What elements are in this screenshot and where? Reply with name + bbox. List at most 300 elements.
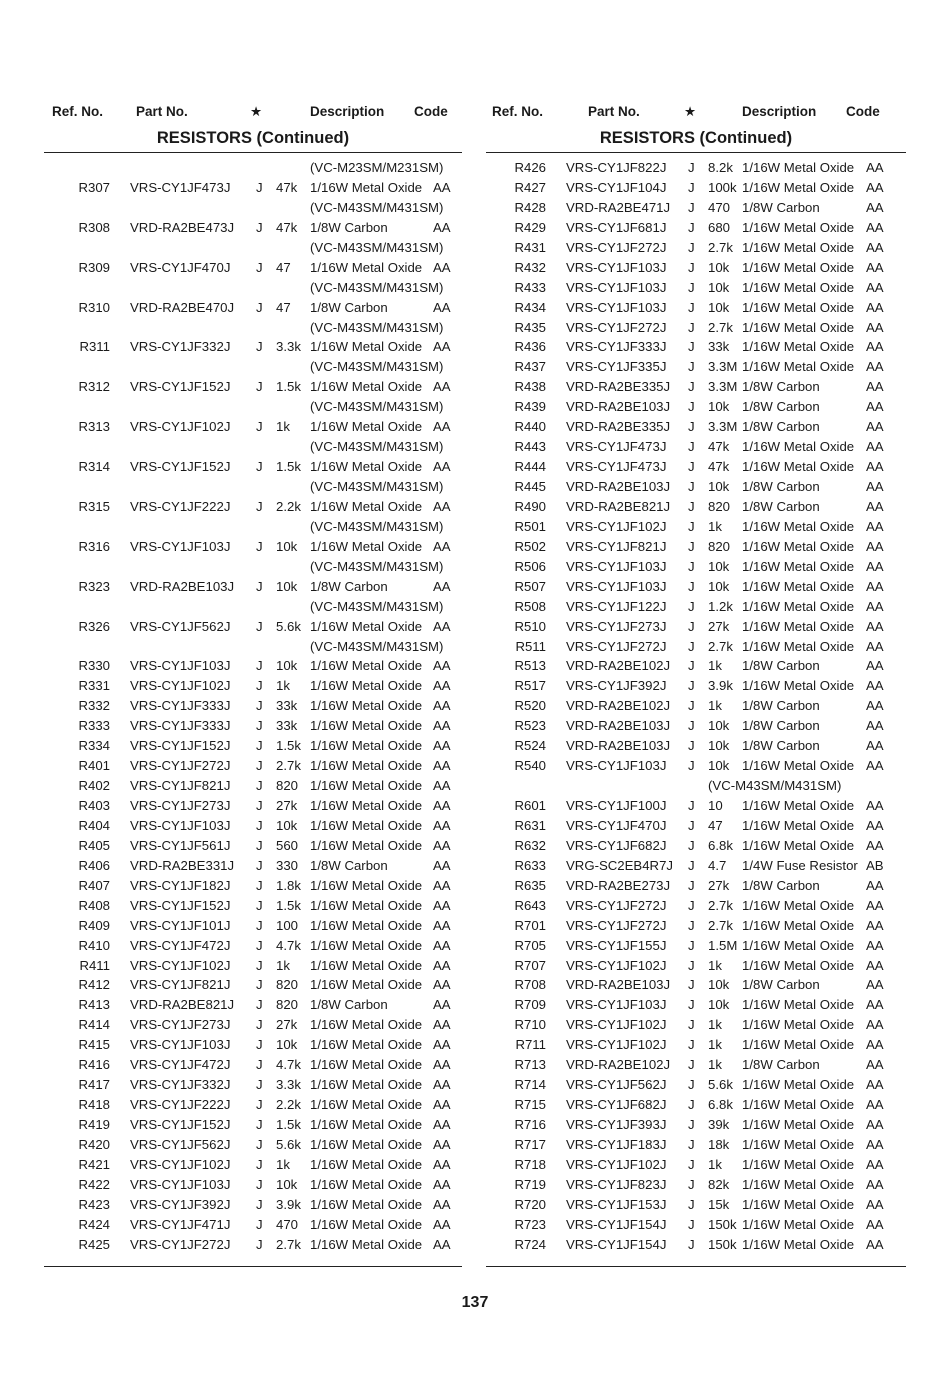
table-row bbox=[486, 1115, 906, 1135]
cell-desc: (VC-M23SM/M231SM) bbox=[310, 160, 444, 175]
cell-desc: 1/16W Metal Oxide bbox=[310, 738, 423, 754]
cell-part: VRS-CY1JF153J bbox=[566, 1196, 667, 1212]
cell-val: 1k bbox=[276, 678, 290, 694]
cell-desc: 1/16W Metal Oxide bbox=[310, 837, 423, 853]
cell-part: VRS-CY1JF471J bbox=[130, 1216, 231, 1232]
cell-desc: (VC-M43SM/M431SM) bbox=[310, 359, 444, 375]
cell-j: J bbox=[688, 1176, 695, 1192]
cell-desc: (VC-M43SM/M431SM) bbox=[310, 598, 444, 614]
cell-val: 470 bbox=[708, 199, 731, 215]
cell-code: AA bbox=[866, 160, 884, 175]
cell-desc: (VC-M43SM/M431SM) bbox=[310, 279, 444, 295]
cell-part: VRS-CY1JF102J bbox=[566, 1017, 667, 1033]
cell-ref: R310 bbox=[78, 299, 110, 315]
cell-ref: R710 bbox=[514, 1017, 546, 1033]
cell-desc: 1/16W Metal Oxide bbox=[310, 778, 423, 794]
cell-val: 1k bbox=[276, 1156, 290, 1172]
table-row bbox=[486, 178, 906, 198]
cell-val: 2.7k bbox=[708, 319, 733, 335]
table-row bbox=[44, 477, 462, 497]
cell-code: AA bbox=[433, 339, 451, 355]
cell-val: 82k bbox=[708, 1176, 730, 1192]
cell-j: J bbox=[688, 339, 695, 355]
cell-code: AA bbox=[433, 1216, 451, 1232]
cell-val: 1.2k bbox=[708, 598, 733, 614]
cell-desc: 1/16W Metal Oxide bbox=[742, 1037, 855, 1053]
cell-desc: 1/16W Metal Oxide bbox=[742, 1136, 855, 1152]
table-row bbox=[44, 1035, 462, 1055]
cell-j: J bbox=[688, 1097, 695, 1113]
cell-val: 820 bbox=[276, 778, 299, 794]
cell-part: VRD-RA2BE821J bbox=[130, 997, 235, 1013]
cell-code: AA bbox=[866, 977, 884, 993]
cell-desc: 1/16W Metal Oxide bbox=[742, 897, 855, 913]
cell-ref: R438 bbox=[514, 379, 546, 395]
cell-part: VRS-CY1JF152J bbox=[130, 379, 231, 395]
cell-j: J bbox=[256, 778, 263, 794]
cell-part: VRS-CY1JF272J bbox=[566, 638, 667, 654]
table-row bbox=[486, 1095, 906, 1115]
cell-ref: R705 bbox=[514, 937, 546, 953]
table-row bbox=[44, 796, 462, 816]
cell-code: AA bbox=[433, 957, 451, 973]
table-row bbox=[44, 975, 462, 995]
table-row bbox=[486, 1015, 906, 1035]
cell-j: J bbox=[256, 538, 263, 554]
cell-desc: 1/16W Metal Oxide bbox=[310, 1077, 423, 1093]
cell-val: 10k bbox=[708, 977, 730, 993]
cell-j: J bbox=[688, 718, 695, 734]
cell-j: J bbox=[256, 259, 263, 275]
cell-part: VRS-CY1JF103J bbox=[566, 279, 667, 295]
cell-ref: R540 bbox=[514, 758, 546, 774]
cell-part: VRS-CY1JF102J bbox=[566, 1037, 667, 1053]
cell-val: 2.7k bbox=[708, 917, 733, 933]
cell-j: J bbox=[688, 798, 695, 813]
cell-j: J bbox=[688, 678, 695, 694]
cell-part: VRS-CY1JF273J bbox=[566, 618, 667, 634]
cell-val: 33k bbox=[708, 339, 730, 355]
cell-val: 150k bbox=[708, 1236, 737, 1252]
cell-j: J bbox=[256, 977, 263, 993]
cell-part: VRS-CY1JF821J bbox=[566, 538, 667, 554]
cell-code: AA bbox=[866, 1077, 884, 1093]
cell-part: VRS-CY1JF182J bbox=[130, 877, 231, 893]
cell-j: J bbox=[688, 1216, 695, 1232]
cell-j: J bbox=[688, 758, 695, 774]
cell-j: J bbox=[688, 419, 695, 435]
cell-desc: 1/16W Metal Oxide bbox=[742, 239, 855, 255]
cell-code: AA bbox=[433, 997, 451, 1013]
cell-part: VRS-CY1JF562J bbox=[566, 1077, 667, 1093]
cell-part: VRD-RA2BE103J bbox=[566, 479, 671, 494]
table-row bbox=[44, 178, 462, 198]
cell-ref: R715 bbox=[514, 1097, 546, 1113]
cell-code: AA bbox=[433, 738, 451, 754]
cell-ref: R440 bbox=[514, 419, 546, 435]
cell-code: AA bbox=[433, 1097, 451, 1113]
cell-code: AA bbox=[866, 459, 884, 475]
cell-part: VRS-CY1JF682J bbox=[566, 837, 667, 853]
cell-part: VRS-CY1JF102J bbox=[130, 678, 231, 694]
cell-desc: 1/16W Metal Oxide bbox=[742, 1017, 855, 1033]
cell-val: 820 bbox=[708, 538, 731, 554]
cell-ref: R434 bbox=[514, 299, 546, 315]
cell-desc: 1/16W Metal Oxide bbox=[310, 977, 423, 993]
cell-code: AA bbox=[433, 1236, 451, 1252]
cell-val: 47k bbox=[708, 459, 730, 475]
cell-val: 1k bbox=[708, 658, 722, 674]
table-row bbox=[44, 656, 462, 676]
cell-ref: R631 bbox=[514, 817, 546, 833]
cell-ref: R401 bbox=[78, 758, 110, 774]
table-row bbox=[486, 158, 906, 178]
cell-part: VRS-CY1JF335J bbox=[566, 359, 667, 375]
cell-ref: R313 bbox=[78, 419, 110, 435]
cell-part: VRS-CY1JF333J bbox=[566, 339, 667, 355]
cell-part: VRS-CY1JF152J bbox=[130, 897, 231, 913]
cell-j: J bbox=[688, 1156, 695, 1172]
cell-code: AA bbox=[866, 439, 884, 455]
cell-val: 2.7k bbox=[276, 758, 301, 774]
table-row bbox=[44, 936, 462, 956]
cell-j: J bbox=[688, 817, 695, 833]
cell-desc: 1/16W Metal Oxide bbox=[742, 1117, 855, 1132]
cell-val: (VC-M43SM/M431SM) bbox=[708, 778, 842, 794]
cell-j: J bbox=[256, 1176, 263, 1192]
table-row bbox=[486, 1195, 906, 1215]
cell-desc: 1/16W Metal Oxide bbox=[742, 1077, 855, 1093]
cell-ref: R404 bbox=[78, 817, 110, 833]
table-row bbox=[486, 637, 906, 657]
cell-ref: R413 bbox=[78, 997, 110, 1013]
cell-code: AA bbox=[866, 997, 884, 1013]
cell-desc: 1/16W Metal Oxide bbox=[742, 997, 855, 1013]
cell-code: AA bbox=[866, 718, 884, 734]
cell-part: VRD-RA2BE102J bbox=[566, 698, 671, 714]
cell-j: J bbox=[256, 837, 263, 853]
cell-j: J bbox=[688, 1077, 695, 1093]
cell-ref: R524 bbox=[514, 738, 546, 754]
cell-val: 47k bbox=[276, 179, 298, 195]
cell-ref: R490 bbox=[514, 498, 546, 514]
cell-code: AA bbox=[433, 977, 451, 993]
cell-desc: (VC-M43SM/M431SM) bbox=[310, 319, 444, 335]
cell-code: AA bbox=[866, 339, 884, 355]
cell-code: AA bbox=[866, 1236, 884, 1252]
cell-part: VRS-CY1JF103J bbox=[130, 1176, 231, 1192]
cell-code: AA bbox=[433, 379, 451, 395]
cell-code: AA bbox=[433, 817, 451, 833]
cell-code: AA bbox=[433, 778, 451, 794]
cell-j: J bbox=[256, 219, 263, 235]
cell-val: 6.8k bbox=[708, 837, 733, 853]
table-row bbox=[44, 676, 462, 696]
cell-code: AA bbox=[866, 359, 884, 375]
cell-desc: 1/16W Metal Oxide bbox=[310, 1037, 423, 1053]
cell-val: 47 bbox=[276, 299, 291, 315]
cell-code: AA bbox=[866, 1216, 884, 1232]
table-row bbox=[44, 357, 462, 377]
cell-desc: 1/16W Metal Oxide bbox=[742, 259, 855, 275]
cell-code: AA bbox=[866, 179, 884, 195]
cell-ref: R716 bbox=[514, 1117, 546, 1132]
table-row bbox=[486, 278, 906, 298]
cell-part: VRS-CY1JF273J bbox=[130, 1017, 231, 1033]
cell-desc: 1/16W Metal Oxide bbox=[742, 538, 855, 554]
table-row bbox=[486, 1075, 906, 1095]
cell-val: 820 bbox=[276, 997, 299, 1013]
cell-val: 2.7k bbox=[708, 897, 733, 913]
cell-desc: 1/16W Metal Oxide bbox=[742, 558, 855, 574]
cell-desc: 1/8W Carbon bbox=[742, 698, 820, 714]
cell-ref: R720 bbox=[514, 1196, 546, 1212]
table-row bbox=[44, 557, 462, 577]
cell-desc: 1/8W Carbon bbox=[310, 219, 388, 235]
cell-val: 6.8k bbox=[708, 1097, 733, 1113]
cell-val: 1k bbox=[708, 518, 722, 534]
cell-j: J bbox=[688, 239, 695, 255]
cell-ref: R309 bbox=[78, 259, 110, 275]
cell-val: 10k bbox=[708, 399, 730, 415]
cell-part: VRS-CY1JF102J bbox=[130, 957, 231, 973]
cell-desc: (VC-M43SM/M431SM) bbox=[310, 239, 444, 255]
cell-val: 820 bbox=[708, 498, 731, 514]
cell-part: VRS-CY1JF103J bbox=[566, 997, 667, 1013]
cell-val: 3.3k bbox=[276, 339, 301, 355]
cell-j: J bbox=[688, 1236, 695, 1252]
cell-part: VRD-RA2BE473J bbox=[130, 219, 235, 235]
cell-ref: R708 bbox=[514, 977, 546, 993]
cell-desc: 1/4W Fuse Resistor bbox=[742, 857, 858, 873]
cell-desc: 1/16W Metal Oxide bbox=[310, 339, 423, 355]
table-row bbox=[486, 816, 906, 836]
cell-val: 4.7k bbox=[276, 1057, 301, 1073]
cell-j: J bbox=[256, 997, 263, 1013]
table-row bbox=[44, 876, 462, 896]
table-row bbox=[44, 896, 462, 916]
cell-j: J bbox=[688, 618, 695, 634]
cell-ref: R643 bbox=[514, 897, 546, 913]
cell-desc: 1/16W Metal Oxide bbox=[310, 179, 423, 195]
cell-val: 10k bbox=[708, 738, 730, 754]
cell-code: AA bbox=[866, 578, 884, 594]
cell-ref: R409 bbox=[78, 917, 110, 933]
table-row bbox=[486, 557, 906, 577]
cell-j: J bbox=[688, 937, 695, 953]
cell-desc: 1/16W Metal Oxide bbox=[742, 160, 855, 175]
cell-j: J bbox=[256, 957, 263, 973]
cell-val: 1.5k bbox=[276, 459, 301, 475]
cell-part: VRS-CY1JF103J bbox=[566, 558, 667, 574]
table-row bbox=[486, 357, 906, 377]
table-row bbox=[44, 158, 462, 178]
cell-part: VRS-CY1JF473J bbox=[566, 439, 667, 455]
cell-j: J bbox=[256, 379, 263, 395]
cell-ref: R307 bbox=[78, 179, 110, 195]
cell-val: 1.5k bbox=[276, 379, 301, 395]
cell-code: AA bbox=[866, 239, 884, 255]
cell-j: J bbox=[688, 1017, 695, 1033]
cell-ref: R415 bbox=[78, 1037, 110, 1053]
cell-ref: R714 bbox=[514, 1077, 546, 1093]
cell-j: J bbox=[688, 598, 695, 614]
cell-ref: R443 bbox=[514, 439, 546, 455]
table-row bbox=[486, 736, 906, 756]
cell-j: J bbox=[256, 1037, 263, 1053]
cell-desc: 1/16W Metal Oxide bbox=[742, 957, 855, 973]
header-star-icon: ★ bbox=[250, 104, 263, 119]
cell-val: 10k bbox=[708, 758, 730, 774]
cell-ref: R416 bbox=[78, 1057, 110, 1073]
table-row bbox=[486, 916, 906, 936]
cell-part: VRS-CY1JF272J bbox=[130, 1236, 231, 1252]
cell-j: J bbox=[256, 179, 263, 195]
cell-ref: R406 bbox=[78, 857, 110, 873]
cell-desc: 1/16W Metal Oxide bbox=[742, 279, 855, 295]
cell-code: AA bbox=[433, 877, 451, 893]
cell-ref: R433 bbox=[514, 279, 546, 295]
cell-val: 470 bbox=[276, 1216, 299, 1232]
cell-desc: 1/8W Carbon bbox=[742, 199, 820, 215]
cell-desc: 1/8W Carbon bbox=[742, 1057, 820, 1073]
table-row bbox=[44, 1175, 462, 1195]
cell-ref: R517 bbox=[514, 678, 546, 694]
table-row bbox=[44, 298, 462, 318]
cell-ref: R445 bbox=[514, 479, 546, 494]
cell-val: 10k bbox=[708, 259, 730, 275]
cell-part: VRS-CY1JF155J bbox=[566, 937, 667, 953]
cell-j: J bbox=[688, 379, 695, 395]
cell-desc: 1/16W Metal Oxide bbox=[310, 379, 423, 395]
cell-j: J bbox=[688, 578, 695, 594]
table-row bbox=[486, 716, 906, 736]
cell-j: J bbox=[688, 439, 695, 455]
cell-part: VRS-CY1JF272J bbox=[130, 758, 231, 774]
cell-val: 560 bbox=[276, 837, 299, 853]
cell-code: AA bbox=[866, 419, 884, 435]
cell-val: 1k bbox=[276, 957, 290, 973]
cell-part: VRS-CY1JF102J bbox=[566, 1156, 667, 1172]
cell-ref: R316 bbox=[78, 538, 110, 554]
cell-ref: R511 bbox=[515, 638, 546, 654]
cell-code: AA bbox=[433, 459, 451, 475]
cell-val: 10k bbox=[708, 558, 730, 574]
cell-desc: 1/16W Metal Oxide bbox=[310, 1196, 423, 1212]
cell-j: J bbox=[256, 698, 263, 714]
cell-j: J bbox=[256, 1196, 263, 1212]
cell-val: 1.5k bbox=[276, 1117, 301, 1132]
cell-val: 10k bbox=[708, 997, 730, 1013]
cell-code: AA bbox=[866, 897, 884, 913]
cell-val: 2.7k bbox=[708, 638, 733, 654]
cell-j: J bbox=[256, 678, 263, 694]
cell-part: VRS-CY1JF562J bbox=[130, 618, 231, 634]
cell-j: J bbox=[688, 219, 695, 235]
cell-ref: R601 bbox=[514, 798, 546, 813]
table-row bbox=[486, 238, 906, 258]
cell-code: AA bbox=[433, 538, 451, 554]
cell-part: VRS-CY1JF823J bbox=[566, 1176, 667, 1192]
cell-val: 5.6k bbox=[708, 1077, 733, 1093]
parts-column-right bbox=[486, 104, 906, 1255]
cell-desc: 1/16W Metal Oxide bbox=[310, 1236, 423, 1252]
cell-val: 5.6k bbox=[276, 618, 301, 634]
cell-desc: 1/8W Carbon bbox=[310, 578, 388, 594]
cell-code: AA bbox=[866, 219, 884, 235]
cell-part: VRS-CY1JF272J bbox=[566, 319, 667, 335]
cell-desc: 1/16W Metal Oxide bbox=[310, 798, 423, 813]
cell-part: VRS-CY1JF332J bbox=[130, 1077, 231, 1093]
cell-ref: R437 bbox=[514, 359, 546, 375]
cell-part: VRS-CY1JF103J bbox=[130, 817, 231, 833]
cell-code: AA bbox=[433, 1017, 451, 1033]
cell-j: J bbox=[688, 518, 695, 534]
cell-code: AA bbox=[433, 1156, 451, 1172]
cell-val: 680 bbox=[708, 219, 731, 235]
cell-j: J bbox=[688, 638, 695, 654]
cell-code: AA bbox=[433, 179, 451, 195]
cell-part: VRD-RA2BE103J bbox=[566, 977, 671, 993]
table-row bbox=[44, 856, 462, 876]
cell-part: VRS-CY1JF154J bbox=[566, 1216, 667, 1232]
cell-j: J bbox=[256, 758, 263, 774]
section-title: RESISTORS (Continued) bbox=[486, 126, 906, 153]
cell-desc: 1/8W Carbon bbox=[742, 738, 820, 754]
cell-val: 150k bbox=[708, 1216, 737, 1232]
cell-val: 10k bbox=[708, 299, 730, 315]
table-row bbox=[486, 1135, 906, 1155]
cell-desc: 1/16W Metal Oxide bbox=[742, 638, 855, 654]
cell-j: J bbox=[688, 957, 695, 973]
table-row bbox=[44, 238, 462, 258]
cell-j: J bbox=[256, 498, 263, 514]
cell-part: VRS-CY1JF393J bbox=[566, 1117, 667, 1132]
table-row bbox=[486, 1155, 906, 1175]
cell-ref: R331 bbox=[78, 678, 110, 694]
table-row bbox=[486, 1235, 906, 1255]
cell-part: VRD-RA2BE273J bbox=[566, 877, 671, 893]
cell-j: J bbox=[256, 578, 263, 594]
table-row bbox=[486, 597, 906, 617]
cell-j: J bbox=[256, 897, 263, 913]
cell-j: J bbox=[688, 459, 695, 475]
cell-val: 33k bbox=[276, 698, 298, 714]
cell-desc: 1/16W Metal Oxide bbox=[310, 1216, 423, 1232]
cell-code: AA bbox=[866, 798, 884, 813]
bottom-rule-right bbox=[486, 1266, 906, 1267]
table-row bbox=[486, 896, 906, 916]
cell-code: AA bbox=[866, 1037, 884, 1053]
cell-ref: R315 bbox=[78, 498, 110, 514]
cell-val: 47k bbox=[708, 439, 730, 455]
table-row bbox=[486, 1175, 906, 1195]
table-row bbox=[486, 876, 906, 896]
cell-code: AA bbox=[866, 658, 884, 674]
table-row bbox=[486, 1055, 906, 1075]
cell-part: VRS-CY1JF470J bbox=[130, 259, 231, 275]
cell-j: J bbox=[256, 1117, 263, 1132]
cell-desc: 1/8W Carbon bbox=[742, 877, 820, 893]
cell-ref: R701 bbox=[514, 917, 546, 933]
table-row bbox=[44, 736, 462, 756]
cell-ref: R405 bbox=[78, 837, 110, 853]
cell-part: VRS-CY1JF272J bbox=[566, 239, 667, 255]
cell-desc: 1/16W Metal Oxide bbox=[310, 419, 423, 435]
cell-val: 2.7k bbox=[276, 1236, 301, 1252]
cell-j: J bbox=[688, 199, 695, 215]
cell-j: J bbox=[256, 937, 263, 953]
